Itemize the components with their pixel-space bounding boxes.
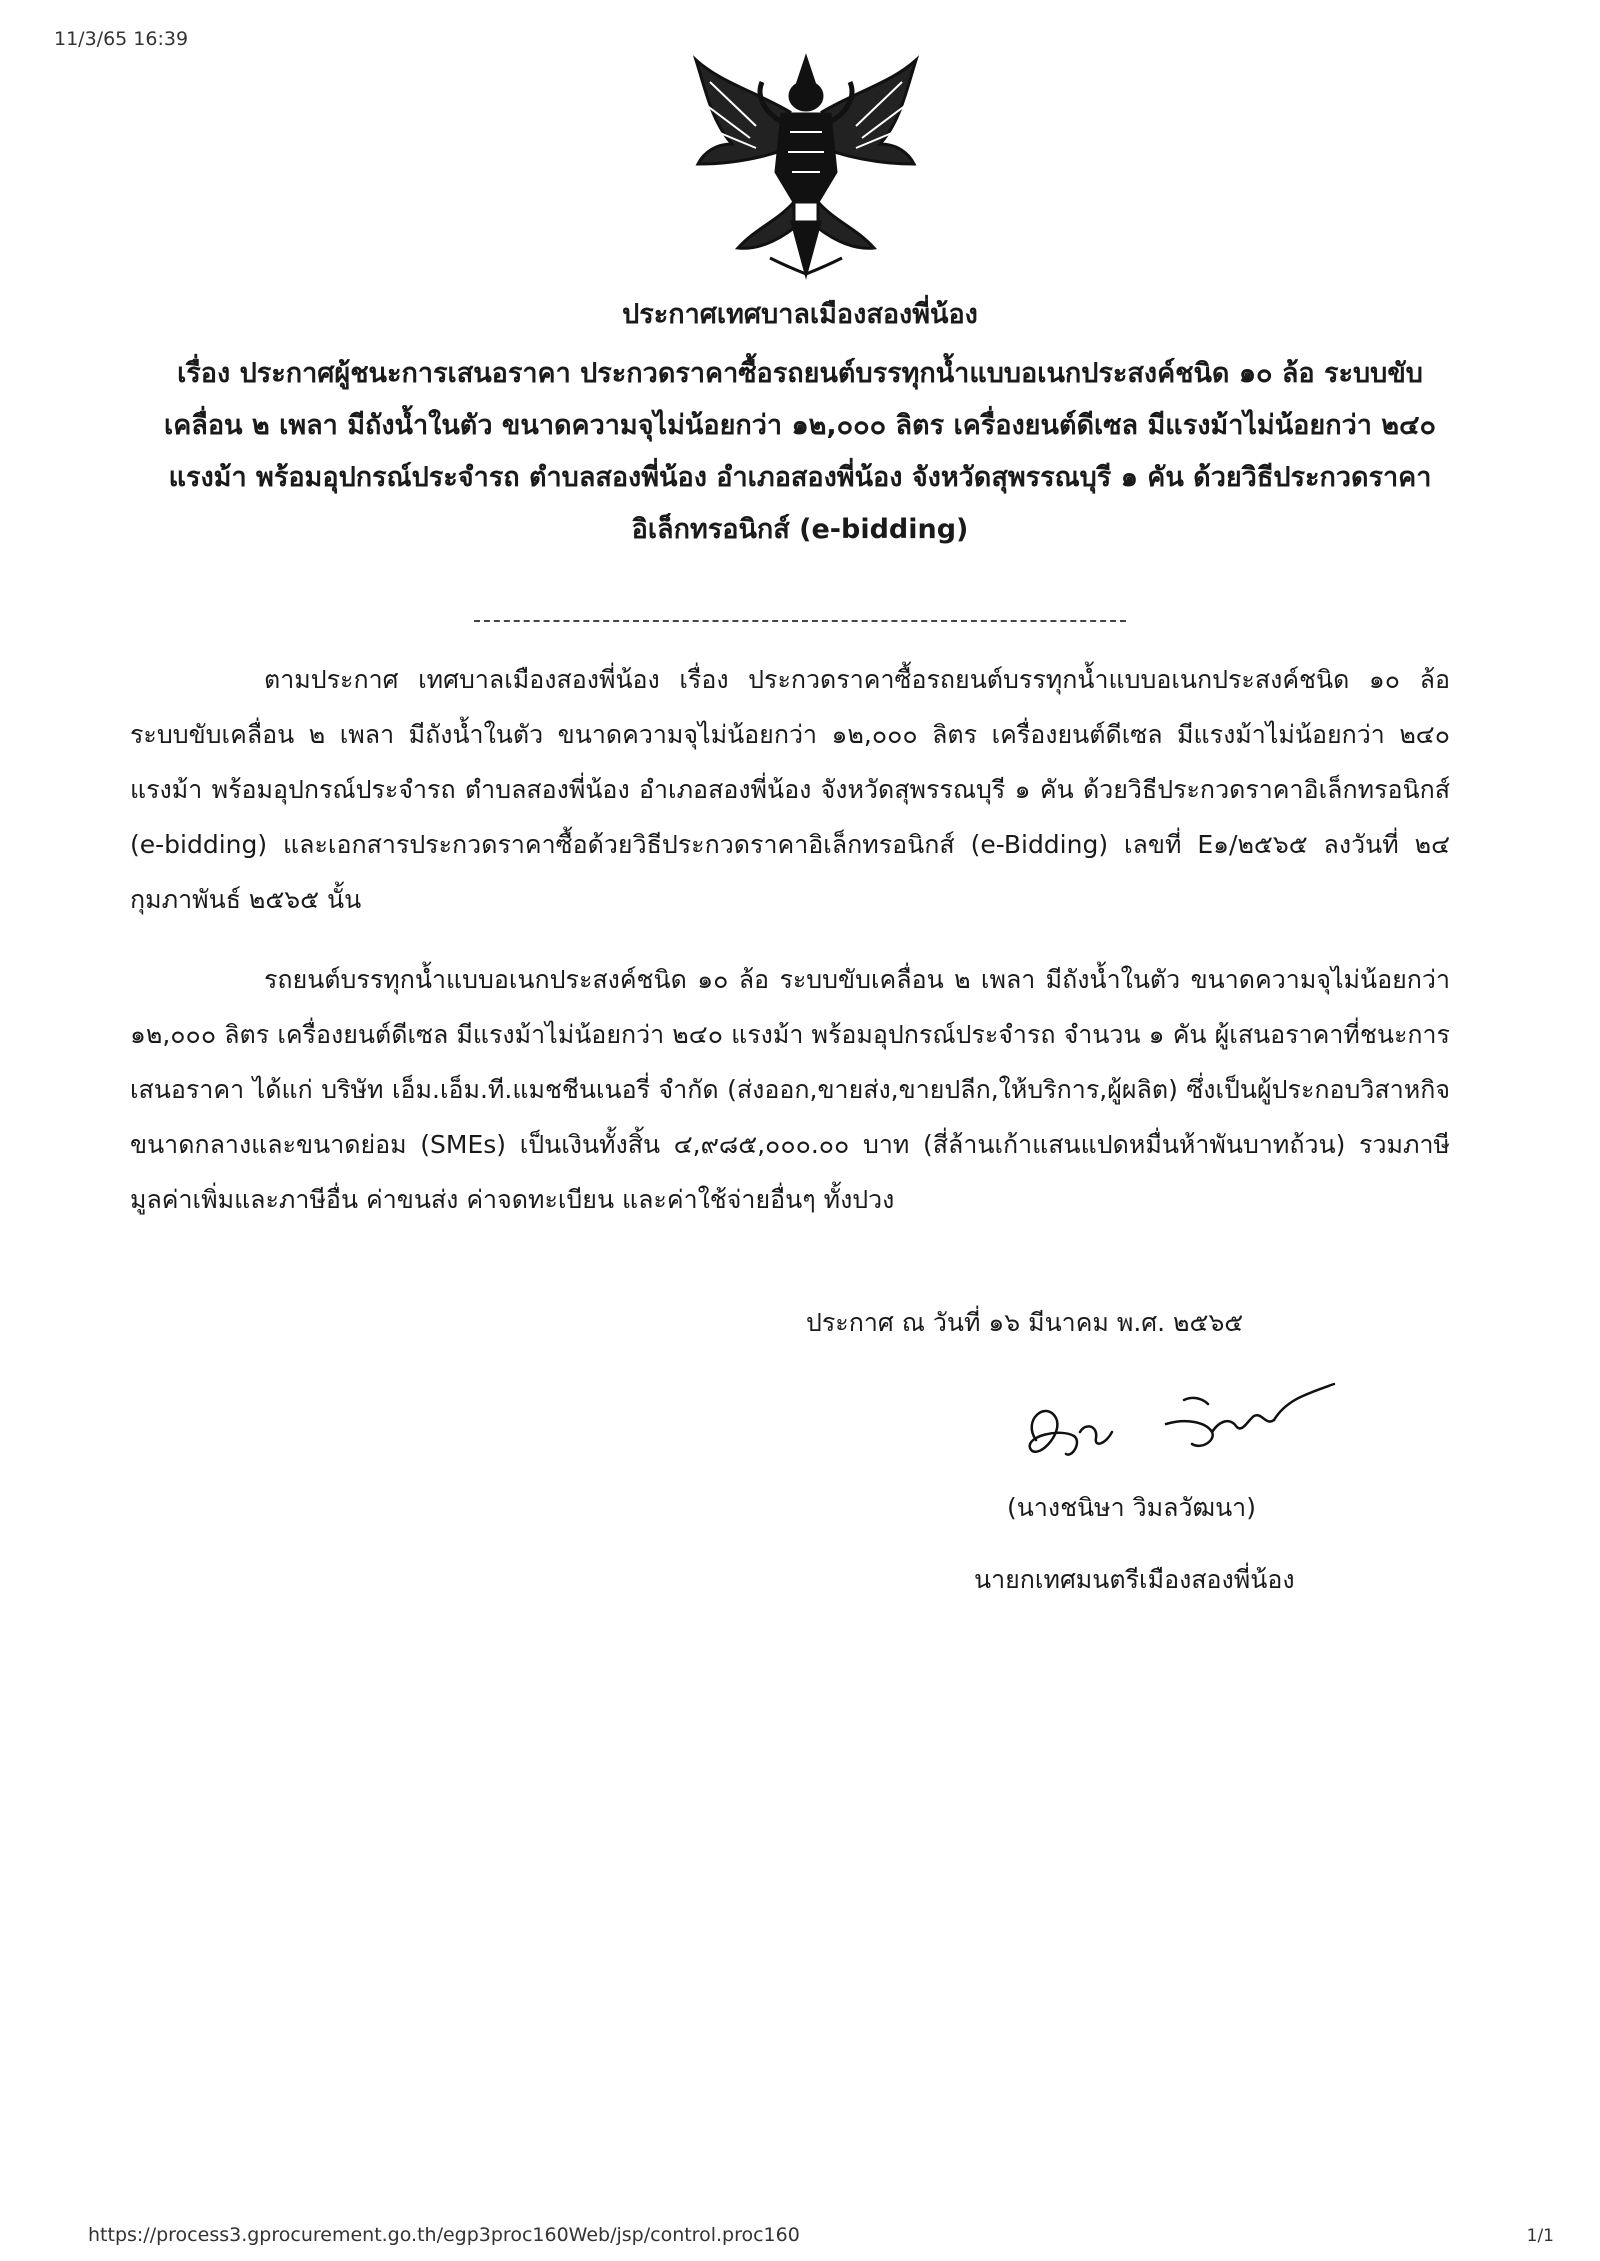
- announcement-title: ประกาศเทศบาลเมืองสองพี่น้อง: [622, 299, 978, 330]
- print-footer-url: https://process3.gprocurement.go.th/egp3proc160Web/jsp/control.proc160: [88, 2224, 800, 2246]
- paragraph-2-text: รถยนต์บรรทุกน้ำแบบอเนกประสงค์ชนิด ๑๐ ล้อ ระบบขับเคลื่อน ๒ เพลา มีถังน้ำในตัว ขนาดความจุไม่น้อยกว่า ๑๒,๐๐๐ ลิตร เครื่องยนต์ดีเซล มีแรงม้าไม่น้อยกว่า ๒๔๐ แรงม้า พร้อมอุปกรณ์ประจำรถ จำนวน ๑ คัน ผู้เสนอราคาที่ชนะการเสนอราคา ได้แก่ บริษัท เอ็ม.เอ็ม.ที.แมชชีนเนอรี่ จำกัด (ส่งออก,ขายส่ง,ขายปลีก,ให้บริการ,ผู้ผลิต) ซึ่งเป็นผู้ประกอบวิสาหกิจขนาดกลางและขนาดย่อม (SMEs) เป็นเงินทั้งสิ้น ๔,๙๘๕,๐๐๐.๐๐ บาท (สี่ล้านเก้าแสนแปดหมื่นห้าพันบาทถ้วน) รวมภาษีมูลค่าเพิ่มและภาษีอื่น ค่าขนส่ง ค่าจดทะเบียน และค่าใช้จ่ายอื่นๆ ทั้งปวง: [130, 965, 1450, 1214]
- garuda-emblem-icon: [686, 52, 926, 280]
- divider-line: [474, 620, 1126, 622]
- signer-name: (นางชนิษา วิมลวัฒนา): [1007, 1493, 1256, 1522]
- signature-icon: [1016, 1370, 1336, 1480]
- announcement-subject: เรื่อง ประกาศผู้ชนะการเสนอราคา ประกวดราคาซื้อรถยนต์บรรทุกน้ำแบบอเนกประสงค์ชนิด ๑๐ ล้อ ระบบขับเคลื่อน ๒ เพลา มีถังน้ำในตัว ขนาดความจุไม่น้อยกว่า ๑๒,๐๐๐ ลิตร เครื่องยนต์ดีเซล มีแรงม้าไม่น้อยกว่า ๒๔๐ แรงม้า พร้อมอุปกรณ์ประจำรถ ตำบลสองพี่น้อง อำเภอสองพี่น้อง จังหวัดสุพรรณบุรี ๑ คัน ด้วยวิธีประกวดราคาอิเล็กทรอนิกส์ (e-bidding): [163, 358, 1437, 545]
- announcement-date: ประกาศ ณ วันที่ ๑๖ มีนาคม พ.ศ. ๒๕๖๕: [806, 1308, 1244, 1337]
- print-datetime: 11/3/65 16:39: [54, 28, 189, 50]
- body-paragraph-2: [130, 952, 1450, 1227]
- print-footer-page-number: 1/1: [1526, 2226, 1554, 2246]
- paragraph-1-text: ตามประกาศ เทศบาลเมืองสองพี่น้อง เรื่อง ประกวดราคาซื้อรถยนต์บรรทุกน้ำแบบอเนกประสงค์ชนิด ๑๐ ล้อ ระบบขับเคลื่อน ๒ เพลา มีถังน้ำในตัว ขนาดความจุไม่น้อยกว่า ๑๒,๐๐๐ ลิตร เครื่องยนต์ดีเซล มีแรงม้าไม่น้อยกว่า ๒๔๐ แรงม้า พร้อมอุปกรณ์ประจำรถ ตำบลสองพี่น้อง อำเภอสองพี่น้อง จังหวัดสุพรรณบุรี ๑ คัน ด้วยวิธีประกวดราคาอิเล็กทรอนิกส์ (e-bidding) และเอกสารประกวดราคาซื้อด้วยวิธีประกวดราคาอิเล็กทรอนิกส์ (e-Bidding) เลขที่ E๑/๒๕๖๕ ลงวันที่ ๒๔ กุมภาพันธ์ ๒๕๖๕ นั้น: [130, 665, 1450, 914]
- signer-title: นายกเทศมนตรีเมืองสองพี่น้อง: [974, 1565, 1295, 1594]
- body-paragraph-1: [130, 652, 1450, 927]
